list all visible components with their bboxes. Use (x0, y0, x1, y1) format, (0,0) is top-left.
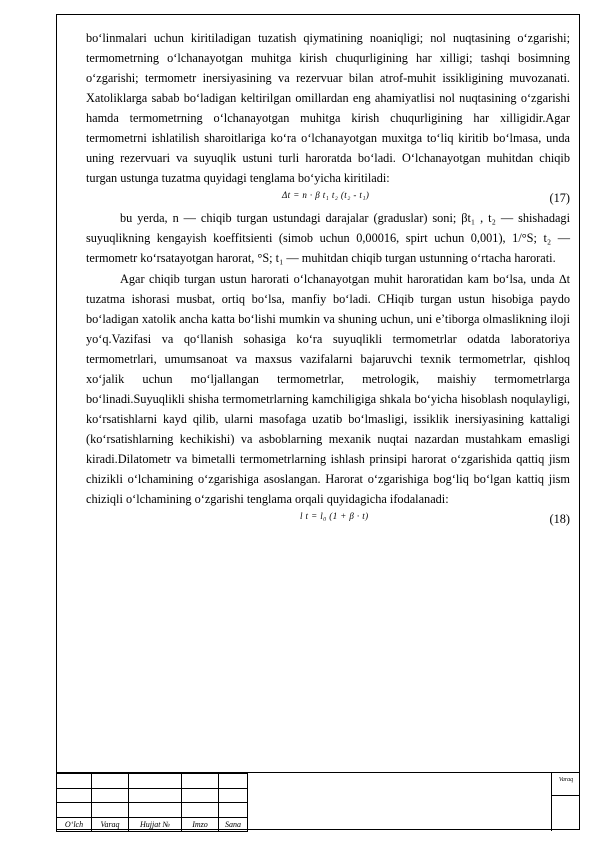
page-number-box (551, 773, 580, 831)
paragraph-3: Agar chiqib turgan ustun harorati o‘lchanayotgan muhit haroratidan kam bo‘lsa, unda ∆t tuzatma ishorasi musbat, ortiq bo‘lsa, manfiy bo‘ladi. CHiqib turgan ustun hisobiga paydo bo‘ladigan xatolik ancha katta bo‘lishi mumkin va shuning uchun, uni e’tiborga olmaslikning iloji yo‘q.Vazifasi va qo‘llanish sohasiga ko‘ra suyuqlikli termometrlar odatda laboratoriya termometrlari, umumsanoat va maxsus vazifalarni bajaruvchi texnik termometrlar, qishloq xo‘jalik uchun mo‘ljallangan termometrlar, metrologik, maishiy termometrlarga bo‘linadi.Suyuqlikli shisha termometrlarning kamchiligiga shkala bo‘yicha hisoblash noqulayligi, ko‘rsatishlarni kayd qilib, ularni masofaga uzatib bo‘lmasligi, issiklik inersiyasining kattaligi (ko‘rsatishlarning kechikishi) va asboblarning mexanik nuqtai nazardan mustahkam emasligi kiradi.Dilatometr va bimetalli termometrlarning ishlash prinsipi harorat o‘zgarishida qattiq jism chizikli o‘lchamining o‘zgarishiga asoslangan. Harorat o‘zgarishiga bog‘liq bo‘lgan kattiq jism chiziqli o‘lchamining o‘zgarishi tenglama orqali quyidagicha ifodalanadi: (86, 271, 570, 507)
title-block-table (56, 773, 248, 832)
col-varaq: Varaq (92, 817, 129, 832)
col-sana: Sana (219, 817, 248, 832)
equation-number-17: (17) (549, 191, 570, 206)
col-olch: O‘lch (57, 817, 92, 832)
page-label: Varaq (552, 773, 580, 796)
formula-17: Δt = n · β t₁ t₂ (t₂ - t₁) (282, 190, 370, 201)
formula-18: l t = l₀ (1 + β · t) (300, 511, 369, 522)
equation-number-18: (18) (549, 512, 570, 527)
paragraph-2: bu yerda, n — chiqib turgan ustundagi darajalar (graduslar) soni; βt₁ , t₂ — shishadagi suyuqlikning kengayish koeffitsienti (simob uchun 0,00016, spirt uchun 0,001), 1/°S; t₂ — termometr ko‘rsatayotgan harorat, °S; t₁ — muhitdan chiqib turgan ustunning o‘rtacha harorati. (86, 211, 570, 266)
formula-18-row (86, 509, 570, 529)
title-block (56, 772, 580, 831)
col-hujjat: Hujjat № (129, 817, 182, 832)
document-body (86, 28, 570, 529)
paragraph-1: bo‘linmalari uchun kiritiladigan tuzatish qiymatining noaniqligi; nol nuqtasining o‘zgarishi; termometrning o‘lchanayotgan muhitga kirish chuqurligining har xilligi; tashqi bosimning o‘zgarishi; termometr inersiyasining va rezervuar bilan atrof-muhit issikligining muvozanati. Xatoliklarga sabab bo‘ladigan keltirilgan omillardan eng ahamiyatlisi nol nuqtasining o‘zgarishi hamda termometrning o‘lchanayotgan muhitga kirish chuqurligining har xilligidir.Agar termometrni ishlatilish sharoitlariga ko‘ra o‘lchanayotgan muxitga to‘liq kiritib bo‘lmasa, unda uning rezervuari va suyuqlik ustuni turli haroratda bo‘ladi. O‘lchanayotgan muhitdan chiqib turgan ustunga tuzatma quyidagi tenglama bo‘yicha kiritiladi: (86, 31, 570, 186)
formula-17-row (86, 188, 570, 208)
col-imzo: Imzo (182, 817, 219, 832)
